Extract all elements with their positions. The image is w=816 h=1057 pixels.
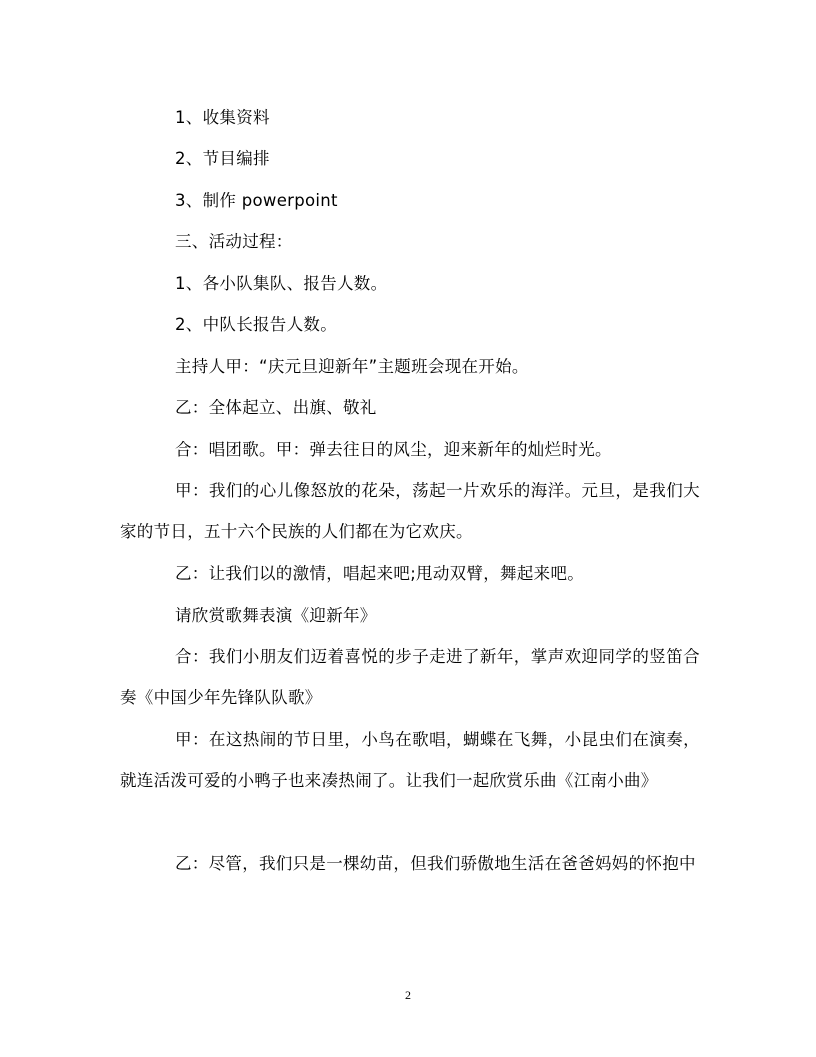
paragraph-passion-dance: 乙：让我们以的激情，唱起来吧;甩动双臂，舞起来吧。 <box>175 564 585 583</box>
paragraph-make-powerpoint: 3、制作 powerpoint <box>175 191 338 210</box>
paragraph-hearts-bloom: 甲：我们的心儿像怒放的花朵，荡起一片欢乐的海洋。元旦，是我们大家的节日，五十六个民族的人们都在为它欢庆。 <box>120 481 700 541</box>
page-number: 2 <box>405 988 411 1002</box>
paragraph-squad-assembly: 1、各小队集队、报告人数。 <box>175 274 388 293</box>
paragraph-young-sapling: 乙：尽管，我们只是一棵幼苗，但我们骄傲地生活在爸爸妈妈的怀抱中 <box>175 854 696 873</box>
paragraph-flute-ensemble: 合：我们小朋友们迈着喜悦的步子走进了新年，掌声欢迎同学的竖笛合奏《中国少年先锋队队歌》 <box>120 647 700 707</box>
paragraph-collect-materials: 1、收集资料 <box>175 108 270 127</box>
paragraph-jiangnan-melody: 甲：在这热闹的节日里，小鸟在歌唱，蝴蝶在飞舞，小昆虫们在演奏，就连活泼可爱的小鸭子也来凑热闹了。让我们一起欣赏乐曲《江南小曲》 <box>120 730 700 790</box>
paragraph-captain-report: 2、中队长报告人数。 <box>175 315 337 334</box>
paragraph-song-dance-show: 请欣赏歌舞表演《迎新年》 <box>175 606 377 625</box>
paragraph-sing-song: 合：唱团歌。甲：弹去往日的风尘，迎来新年的灿烂时光。 <box>175 440 612 459</box>
section-heading-activity-process: 三、活动过程： <box>175 232 293 251</box>
paragraph-host-opening: 主持人甲：“庆元旦迎新年”主题班会现在开始。 <box>175 357 529 376</box>
paragraph-program-arrangement: 2、节目编排 <box>175 149 270 168</box>
paragraph-stand-flag-salute: 乙：全体起立、出旗、敬礼 <box>175 398 377 417</box>
